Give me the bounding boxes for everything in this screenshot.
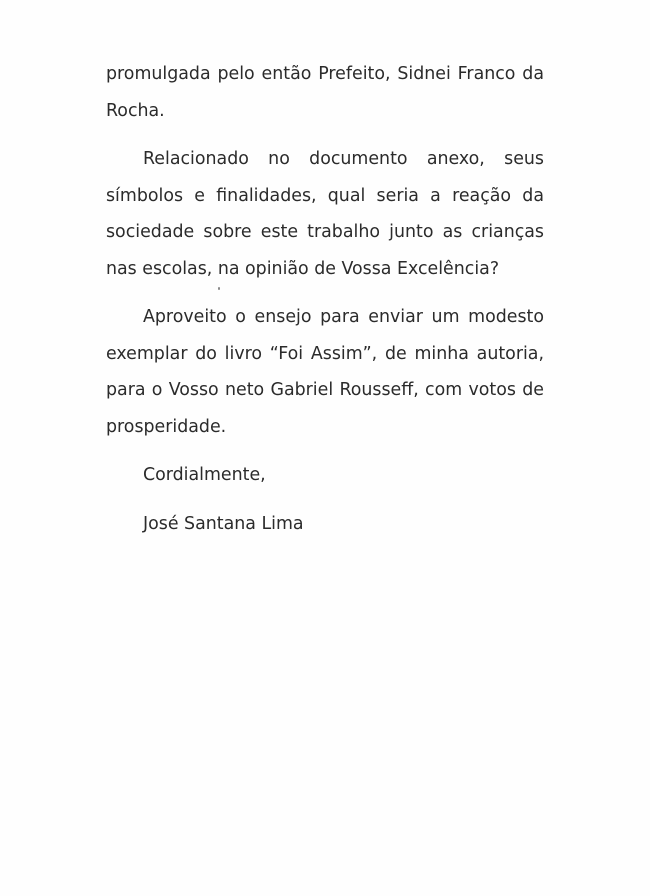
letter-body: [106, 56, 544, 542]
closing-salutation: Cordialmente,: [143, 465, 266, 485]
paragraph-question: Relacionado no documento anexo, seus símbolos e finalidades, qual seria a reação da sociedade sobre este trabalho junto as crianças nas escolas, na opinião de Vossa Excelência?: [106, 149, 544, 279]
paragraph-book-gift: Aproveito o ensejo para enviar um modesto exemplar do livro “Foi Assim”, de minha autoria, para o Vosso neto Gabriel Rousseff, com votos de prosperidade.: [106, 307, 544, 437]
paragraph-continuation: promulgada pelo então Prefeito, Sidnei Franco da Rocha.: [106, 64, 544, 121]
signature-name: José Santana Lima: [143, 513, 304, 534]
